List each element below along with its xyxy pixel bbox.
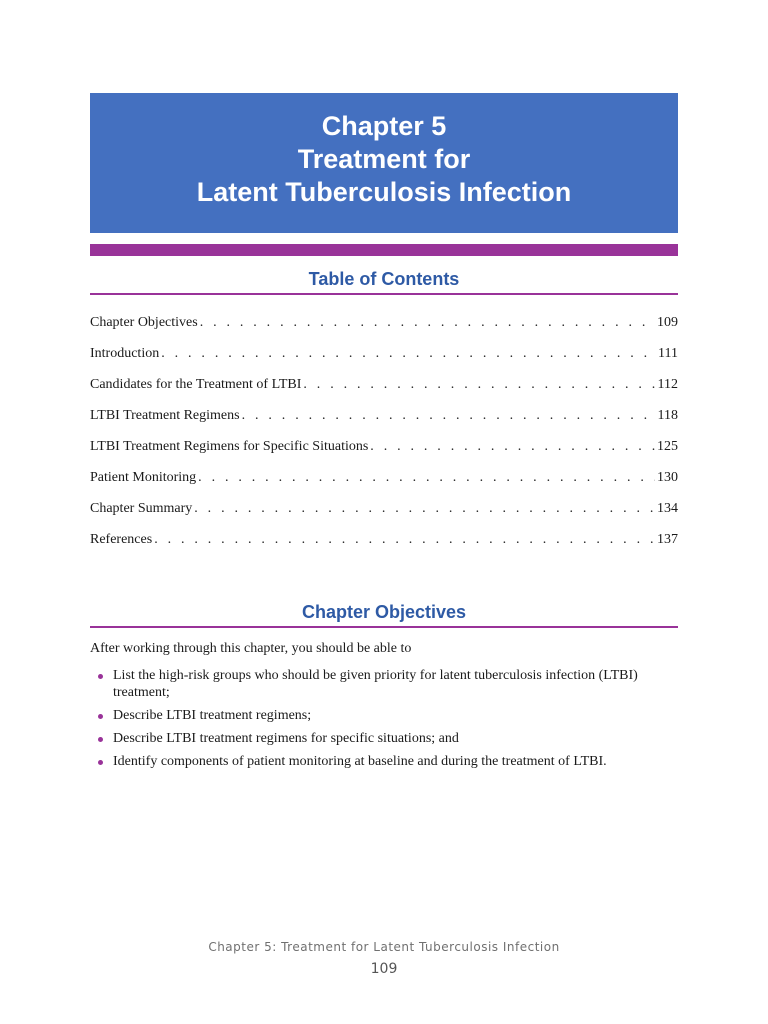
chapter-title-line: Latent Tuberculosis Infection	[196, 177, 572, 207]
dot-leader	[161, 346, 656, 362]
toc-entry-label: Introduction	[90, 346, 160, 361]
dot-leader	[154, 532, 655, 548]
toc-entry-label: Patient Monitoring	[90, 470, 197, 485]
toc-entry[interactable]	[90, 439, 678, 470]
toc-entry-label: Chapter Summary	[90, 501, 193, 516]
bullet-icon	[98, 714, 103, 719]
toc-entry-page: 137	[657, 532, 678, 547]
table-of-contents	[90, 315, 678, 563]
toc-entry-page: 109	[657, 315, 678, 330]
toc-entry[interactable]	[90, 315, 678, 346]
toc-entry-page: 112	[657, 377, 678, 392]
list-item	[90, 707, 678, 724]
list-item-text: Describe LTBI treatment regimens;	[113, 708, 312, 723]
list-item	[90, 667, 678, 701]
objectives-intro: After working through this chapter, you should be able to	[90, 641, 412, 656]
objectives-list	[90, 667, 678, 776]
toc-entry-label: LTBI Treatment Regimens for Specific Situations	[90, 439, 369, 454]
toc-heading: Table of Contents	[308, 269, 460, 289]
toc-entry-page: 125	[657, 439, 678, 454]
toc-entry-label: Chapter Objectives	[90, 315, 198, 330]
page-number: 109	[370, 961, 398, 977]
list-item	[90, 753, 678, 770]
bullet-icon	[98, 674, 103, 679]
toc-entry-page: 130	[657, 470, 678, 485]
dot-leader	[242, 408, 656, 424]
toc-entry-page: 118	[657, 408, 678, 423]
chapter-title-banner	[90, 93, 678, 233]
running-footer-title: Chapter 5: Treatment for Latent Tuberculosis Infection	[208, 940, 560, 954]
chapter-title-line: Chapter 5	[321, 111, 447, 141]
toc-entry[interactable]	[90, 470, 678, 501]
dot-leader	[198, 470, 655, 486]
toc-entry-page: 111	[658, 346, 678, 361]
objectives-heading: Chapter Objectives	[301, 602, 467, 622]
bullet-icon	[98, 737, 103, 742]
dot-leader	[194, 501, 655, 517]
accent-divider-bar	[90, 244, 678, 256]
list-item	[90, 730, 678, 747]
toc-entry-label: References	[90, 532, 153, 547]
dot-leader	[303, 377, 655, 393]
toc-heading-rule	[90, 293, 678, 295]
toc-entry-label: LTBI Treatment Regimens	[90, 408, 240, 423]
dot-leader	[200, 315, 655, 331]
toc-entry-page: 134	[657, 501, 678, 516]
toc-entry[interactable]	[90, 532, 678, 563]
list-item-text: Describe LTBI treatment regimens for specific situations; and	[113, 731, 459, 746]
bullet-icon	[98, 760, 103, 765]
toc-entry[interactable]	[90, 346, 678, 377]
list-item-text: List the high-risk groups who should be given priority for latent tuberculosis infection (LTBI) treatment;	[113, 668, 638, 700]
list-item-text: Identify components of patient monitoring at baseline and during the treatment of LTBI.	[113, 754, 607, 769]
toc-entry[interactable]	[90, 501, 678, 532]
chapter-title-line: Treatment for	[297, 144, 471, 174]
toc-entry[interactable]	[90, 377, 678, 408]
dot-leader	[370, 439, 655, 455]
toc-entry-label: Candidates for the Treatment of LTBI	[90, 377, 302, 392]
objectives-heading-rule	[90, 626, 678, 628]
toc-entry[interactable]	[90, 408, 678, 439]
